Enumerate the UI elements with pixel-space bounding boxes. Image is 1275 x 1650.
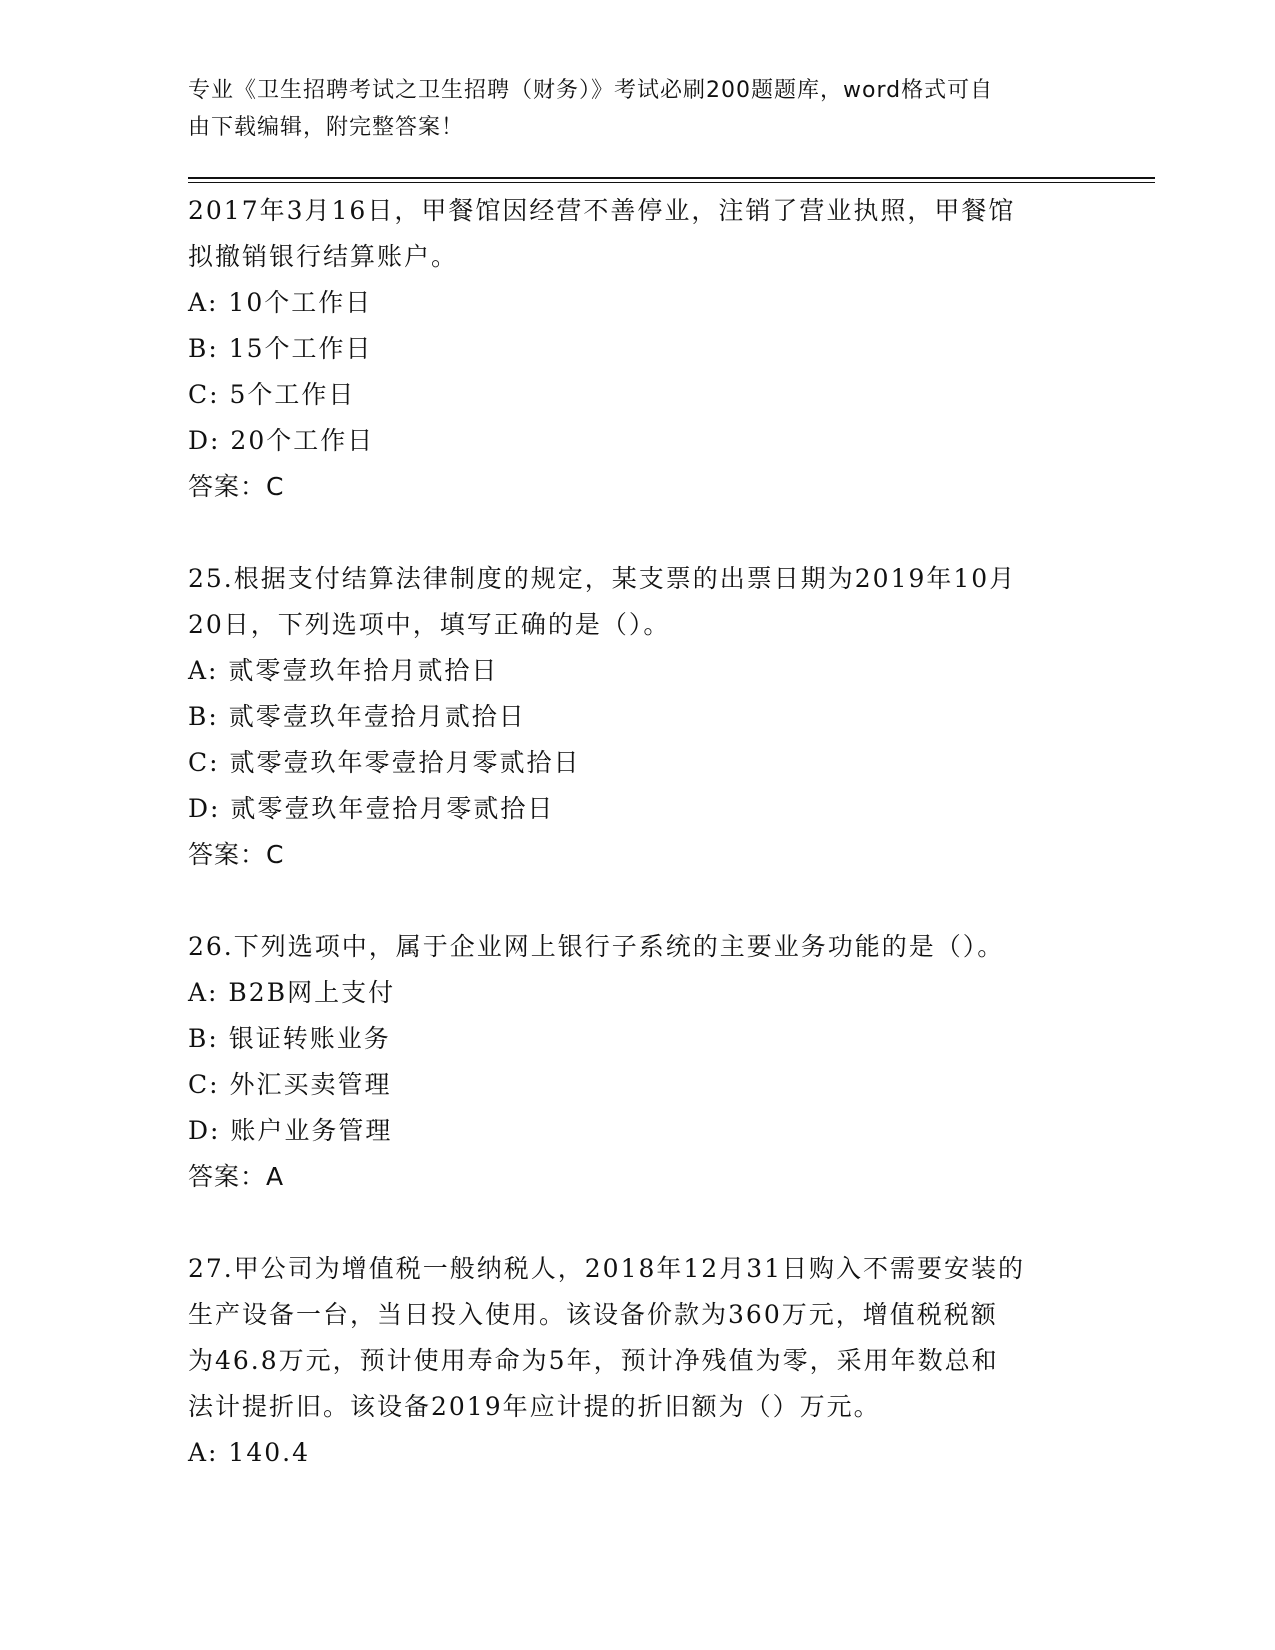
- header-divider-thin: [188, 182, 1155, 183]
- question-25: [188, 556, 1088, 878]
- answer-line: 答案：A: [188, 1162, 285, 1191]
- answer-line: 答案：C: [188, 472, 285, 501]
- question-text-line: 生产设备一台，当日投入使用。该设备价款为360万元，增值税税额: [188, 1300, 998, 1329]
- question-text-line: 26.下列选项中，属于企业网上银行子系统的主要业务功能的是（）。: [188, 932, 1005, 961]
- question-text-line: 2017年3月16日，甲餐馆因经营不善停业，注销了营业执照，甲餐馆: [188, 196, 1016, 225]
- answer-line: 答案：C: [188, 840, 285, 869]
- option-c: C: 5个工作日: [188, 380, 356, 409]
- question-24: [188, 188, 1088, 510]
- header-line-2: 由下载编辑，附完整答案！: [188, 115, 465, 140]
- option-d: D: 账户业务管理: [188, 1116, 393, 1145]
- option-a: A: 10个工作日: [188, 288, 373, 317]
- question-text-line: 25.根据支付结算法律制度的规定，某支票的出票日期为2019年10月: [188, 564, 1017, 593]
- header-divider-thick: [188, 177, 1155, 179]
- question-text-line: 20日，下列选项中，填写正确的是（）。: [188, 610, 671, 639]
- question-gap: [188, 510, 1088, 556]
- option-b: B: 银证转账业务: [188, 1024, 391, 1053]
- header-line-1: 专业《卫生招聘考试之卫生招聘（财务）》考试必刷200题题库，word格式可自: [188, 78, 994, 103]
- question-26: [188, 924, 1088, 1200]
- question-list: [188, 188, 1088, 1476]
- document-header: [188, 72, 1068, 146]
- question-27: [188, 1246, 1088, 1476]
- option-b: B: 15个工作日: [188, 334, 373, 363]
- question-text-line: 法计提折旧。该设备2019年应计提的折旧额为（）万元。: [188, 1392, 881, 1421]
- option-a: A: B2B网上支付: [188, 978, 396, 1007]
- option-d: D: 贰零壹玖年壹拾月零贰拾日: [188, 794, 555, 823]
- option-a: A: 贰零壹玖年拾月贰拾日: [188, 656, 499, 685]
- option-d: D: 20个工作日: [188, 426, 375, 455]
- question-text-line: 拟撤销银行结算账户。: [188, 242, 459, 271]
- question-gap: [188, 1200, 1088, 1246]
- question-text-line: 为46.8万元，预计使用寿命为5年，预计净残值为零，采用年数总和: [188, 1346, 999, 1375]
- question-gap: [188, 878, 1088, 924]
- option-b: B: 贰零壹玖年壹拾月贰拾日: [188, 702, 526, 731]
- option-a: A: 140.4: [188, 1438, 310, 1467]
- option-c: C: 贰零壹玖年零壹拾月零贰拾日: [188, 748, 581, 777]
- question-text-line: 27.甲公司为增值税一般纳税人，2018年12月31日购入不需要安装的: [188, 1254, 1026, 1283]
- option-c: C: 外汇买卖管理: [188, 1070, 392, 1099]
